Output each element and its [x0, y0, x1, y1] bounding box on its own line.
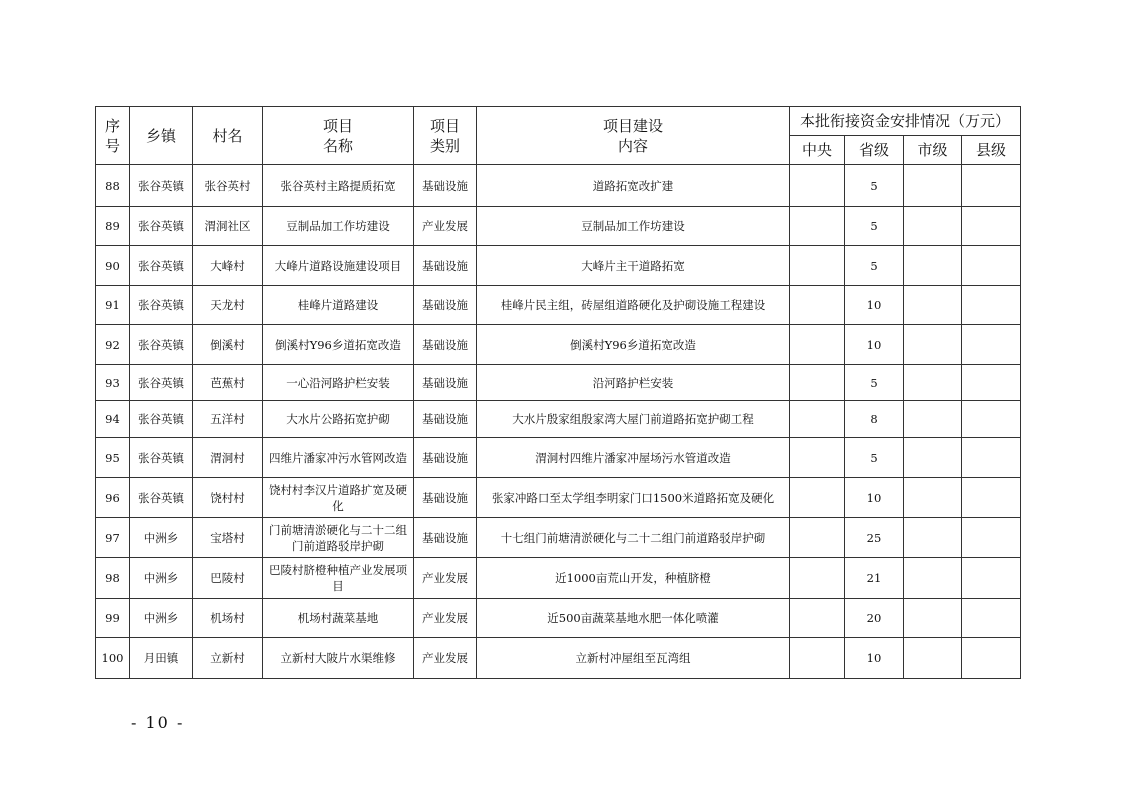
cell-no: 89: [96, 207, 130, 246]
funds-table: [95, 106, 1021, 679]
page-number: - 10 -: [131, 713, 185, 732]
cell-no: 100: [96, 638, 130, 679]
cell-project-name: 门前塘清淤硬化与二十二组门前道路驳岸护砌: [263, 518, 414, 558]
cell-category: 基础设施: [414, 246, 477, 286]
cell-province: 21: [845, 558, 904, 599]
header-city: 市级: [904, 136, 962, 165]
cell-no: 99: [96, 599, 130, 638]
cell-county: [962, 365, 1021, 401]
cell-no: 90: [96, 246, 130, 286]
cell-city: [904, 286, 962, 325]
cell-village: 芭蕉村: [193, 365, 263, 401]
cell-province: 10: [845, 638, 904, 679]
cell-category: 基础设施: [414, 165, 477, 207]
cell-province: 5: [845, 246, 904, 286]
header-project-name: 项目 名称: [263, 107, 414, 165]
cell-city: [904, 207, 962, 246]
header-content: 项目建设 内容: [477, 107, 790, 165]
cell-project-name: 饶村村李汉片道路扩宽及硬化: [263, 478, 414, 518]
cell-category: 基础设施: [414, 401, 477, 438]
cell-project-name: 四维片潘家冲污水管网改造: [263, 438, 414, 478]
cell-project-name: 大峰片道路设施建设项目: [263, 246, 414, 286]
cell-town: 张谷英镇: [130, 401, 193, 438]
cell-central: [790, 325, 845, 365]
cell-central: [790, 518, 845, 558]
cell-province: 10: [845, 478, 904, 518]
cell-province: 5: [845, 365, 904, 401]
table-body: [96, 165, 1021, 679]
cell-content: 张家冲路口至太学组李明家门口1500米道路拓宽及硬化: [477, 478, 790, 518]
header-province: 省级: [845, 136, 904, 165]
cell-no: 93: [96, 365, 130, 401]
cell-county: [962, 401, 1021, 438]
cell-village: 立新村: [193, 638, 263, 679]
cell-no: 97: [96, 518, 130, 558]
cell-village: 倒溪村: [193, 325, 263, 365]
table-row: [96, 401, 1021, 438]
cell-town: 张谷英镇: [130, 207, 193, 246]
cell-county: [962, 207, 1021, 246]
cell-category: 产业发展: [414, 599, 477, 638]
cell-content: 立新村冲屋组至瓦湾组: [477, 638, 790, 679]
cell-town: 张谷英镇: [130, 365, 193, 401]
table-row: [96, 365, 1021, 401]
cell-no: 88: [96, 165, 130, 207]
cell-no: 96: [96, 478, 130, 518]
cell-city: [904, 638, 962, 679]
cell-project-name: 张谷英村主路提质拓宽: [263, 165, 414, 207]
cell-category: 基础设施: [414, 286, 477, 325]
cell-category: 基础设施: [414, 518, 477, 558]
cell-county: [962, 638, 1021, 679]
cell-county: [962, 478, 1021, 518]
cell-project-name: 立新村大陂片水渠维修: [263, 638, 414, 679]
header-county: 县级: [962, 136, 1021, 165]
cell-city: [904, 438, 962, 478]
cell-city: [904, 401, 962, 438]
cell-county: [962, 165, 1021, 207]
cell-project-name: 一心沿河路护栏安装: [263, 365, 414, 401]
cell-category: 产业发展: [414, 558, 477, 599]
cell-county: [962, 518, 1021, 558]
cell-county: [962, 558, 1021, 599]
cell-project-name: 豆制品加工作坊建设: [263, 207, 414, 246]
cell-no: 91: [96, 286, 130, 325]
table-row: [96, 286, 1021, 325]
cell-central: [790, 286, 845, 325]
table-row: [96, 325, 1021, 365]
cell-content: 近500亩蔬菜基地水肥一体化喷灌: [477, 599, 790, 638]
cell-central: [790, 558, 845, 599]
cell-project-name: 巴陵村脐橙种植产业发展项目: [263, 558, 414, 599]
cell-no: 94: [96, 401, 130, 438]
table-row: [96, 165, 1021, 207]
header-village: 村名: [193, 107, 263, 165]
cell-content: 大峰片主干道路拓宽: [477, 246, 790, 286]
table-row: [96, 438, 1021, 478]
cell-project-name: 桂峰片道路建设: [263, 286, 414, 325]
cell-town: 张谷英镇: [130, 286, 193, 325]
header-category: 项目 类别: [414, 107, 477, 165]
cell-village: 大峰村: [193, 246, 263, 286]
cell-village: 渭洞村: [193, 438, 263, 478]
cell-province: 5: [845, 207, 904, 246]
header-central: 中央: [790, 136, 845, 165]
cell-category: 基础设施: [414, 478, 477, 518]
cell-category: 产业发展: [414, 207, 477, 246]
cell-city: [904, 518, 962, 558]
cell-village: 宝塔村: [193, 518, 263, 558]
cell-category: 基础设施: [414, 438, 477, 478]
cell-city: [904, 599, 962, 638]
cell-central: [790, 165, 845, 207]
cell-county: [962, 325, 1021, 365]
cell-town: 中洲乡: [130, 599, 193, 638]
cell-central: [790, 478, 845, 518]
cell-content: 大水片殷家组殷家湾大屋门前道路拓宽护砌工程: [477, 401, 790, 438]
table-row: [96, 207, 1021, 246]
cell-content: 倒溪村Y96乡道拓宽改造: [477, 325, 790, 365]
cell-province: 10: [845, 325, 904, 365]
cell-project-name: 大水片公路拓宽护砌: [263, 401, 414, 438]
cell-town: 中洲乡: [130, 518, 193, 558]
cell-village: 五洋村: [193, 401, 263, 438]
header-funds-group: 本批衔接资金安排情况（万元）: [790, 107, 1021, 136]
cell-no: 95: [96, 438, 130, 478]
header-town: 乡镇: [130, 107, 193, 165]
cell-no: 98: [96, 558, 130, 599]
cell-town: 张谷英镇: [130, 325, 193, 365]
table-row: [96, 558, 1021, 599]
cell-town: 月田镇: [130, 638, 193, 679]
cell-village: 渭洞社区: [193, 207, 263, 246]
cell-county: [962, 599, 1021, 638]
cell-city: [904, 365, 962, 401]
cell-project-name: 倒溪村Y96乡道拓宽改造: [263, 325, 414, 365]
cell-category: 基础设施: [414, 325, 477, 365]
cell-central: [790, 438, 845, 478]
cell-province: 5: [845, 438, 904, 478]
cell-village: 饶村村: [193, 478, 263, 518]
cell-content: 豆制品加工作坊建设: [477, 207, 790, 246]
cell-county: [962, 286, 1021, 325]
cell-village: 张谷英村: [193, 165, 263, 207]
cell-city: [904, 478, 962, 518]
cell-category: 基础设施: [414, 365, 477, 401]
table-row: [96, 638, 1021, 679]
cell-content: 十七组门前塘清淤硬化与二十二组门前道路驳岸护砌: [477, 518, 790, 558]
cell-village: 机场村: [193, 599, 263, 638]
cell-central: [790, 599, 845, 638]
header-seq: 序 号: [96, 107, 130, 165]
cell-content: 沿河路护栏安装: [477, 365, 790, 401]
cell-town: 张谷英镇: [130, 165, 193, 207]
cell-province: 8: [845, 401, 904, 438]
cell-town: 张谷英镇: [130, 478, 193, 518]
cell-city: [904, 165, 962, 207]
cell-project-name: 机场村蔬菜基地: [263, 599, 414, 638]
cell-central: [790, 401, 845, 438]
cell-town: 中洲乡: [130, 558, 193, 599]
cell-city: [904, 246, 962, 286]
cell-province: 5: [845, 165, 904, 207]
cell-content: 近1000亩荒山开发，种植脐橙: [477, 558, 790, 599]
cell-village: 天龙村: [193, 286, 263, 325]
cell-category: 产业发展: [414, 638, 477, 679]
table-row: [96, 599, 1021, 638]
cell-central: [790, 246, 845, 286]
cell-town: 张谷英镇: [130, 438, 193, 478]
cell-province: 20: [845, 599, 904, 638]
cell-content: 渭洞村四维片潘家冲屋场污水管道改造: [477, 438, 790, 478]
cell-city: [904, 558, 962, 599]
cell-county: [962, 246, 1021, 286]
cell-central: [790, 365, 845, 401]
cell-central: [790, 638, 845, 679]
cell-content: 道路拓宽改扩建: [477, 165, 790, 207]
cell-province: 25: [845, 518, 904, 558]
cell-county: [962, 438, 1021, 478]
cell-province: 10: [845, 286, 904, 325]
cell-no: 92: [96, 325, 130, 365]
cell-central: [790, 207, 845, 246]
cell-village: 巴陵村: [193, 558, 263, 599]
table-row: [96, 478, 1021, 518]
table-row: [96, 246, 1021, 286]
cell-city: [904, 325, 962, 365]
cell-content: 桂峰片民主组，砖屋组道路硬化及护砌设施工程建设: [477, 286, 790, 325]
table-row: [96, 518, 1021, 558]
cell-town: 张谷英镇: [130, 246, 193, 286]
